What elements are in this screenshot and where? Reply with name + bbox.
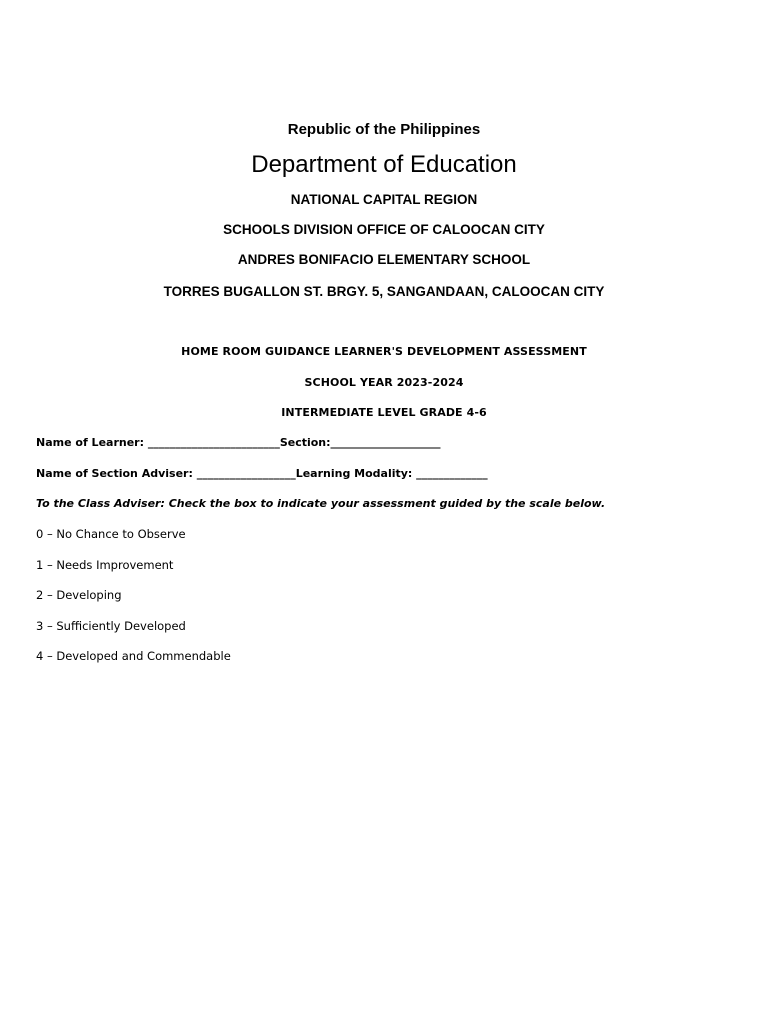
header-address: TORRES BUGALLON ST. BRGY. 5, SANGANDAAN, CALOOCAN CITY	[163, 284, 605, 299]
header-division: SCHOOLS DIVISION OFFICE OF CALOOCAN CITY	[223, 222, 545, 237]
adviser-modality-line: Name of Section Adviser: __________________Learning Modality: _____________	[36, 467, 488, 480]
rating-scale-list	[36, 527, 231, 680]
scale-item: 1 – Needs Improvement	[36, 557, 174, 572]
adviser-instruction: To the Class Adviser: Check the box to indicate your assessment guided by the scale below.	[36, 497, 606, 510]
scale-item: 4 – Developed and Commendable	[36, 649, 231, 663]
scale-item: 3 – Sufficiently Developed	[36, 618, 186, 633]
grade-level: INTERMEDIATE LEVEL GRADE 4-6	[281, 406, 487, 419]
scale-item: 0 – No Chance to Observe	[36, 527, 186, 541]
scale-item: 2 – Developing	[36, 588, 122, 602]
school-year: SCHOOL YEAR 2023-2024	[304, 376, 464, 389]
header-region: NATIONAL CAPITAL REGION	[290, 192, 478, 207]
header-republic: Republic of the Philippines	[287, 121, 481, 138]
learner-section-line: Name of Learner: ________________________Section:____________________	[36, 436, 441, 449]
header-school: ANDRES BONIFACIO ELEMENTARY SCHOOL	[237, 252, 531, 267]
header-department: Department of Education	[251, 151, 517, 178]
assessment-title: HOME ROOM GUIDANCE LEARNER'S DEVELOPMENT ASSESSMENT	[181, 345, 587, 358]
